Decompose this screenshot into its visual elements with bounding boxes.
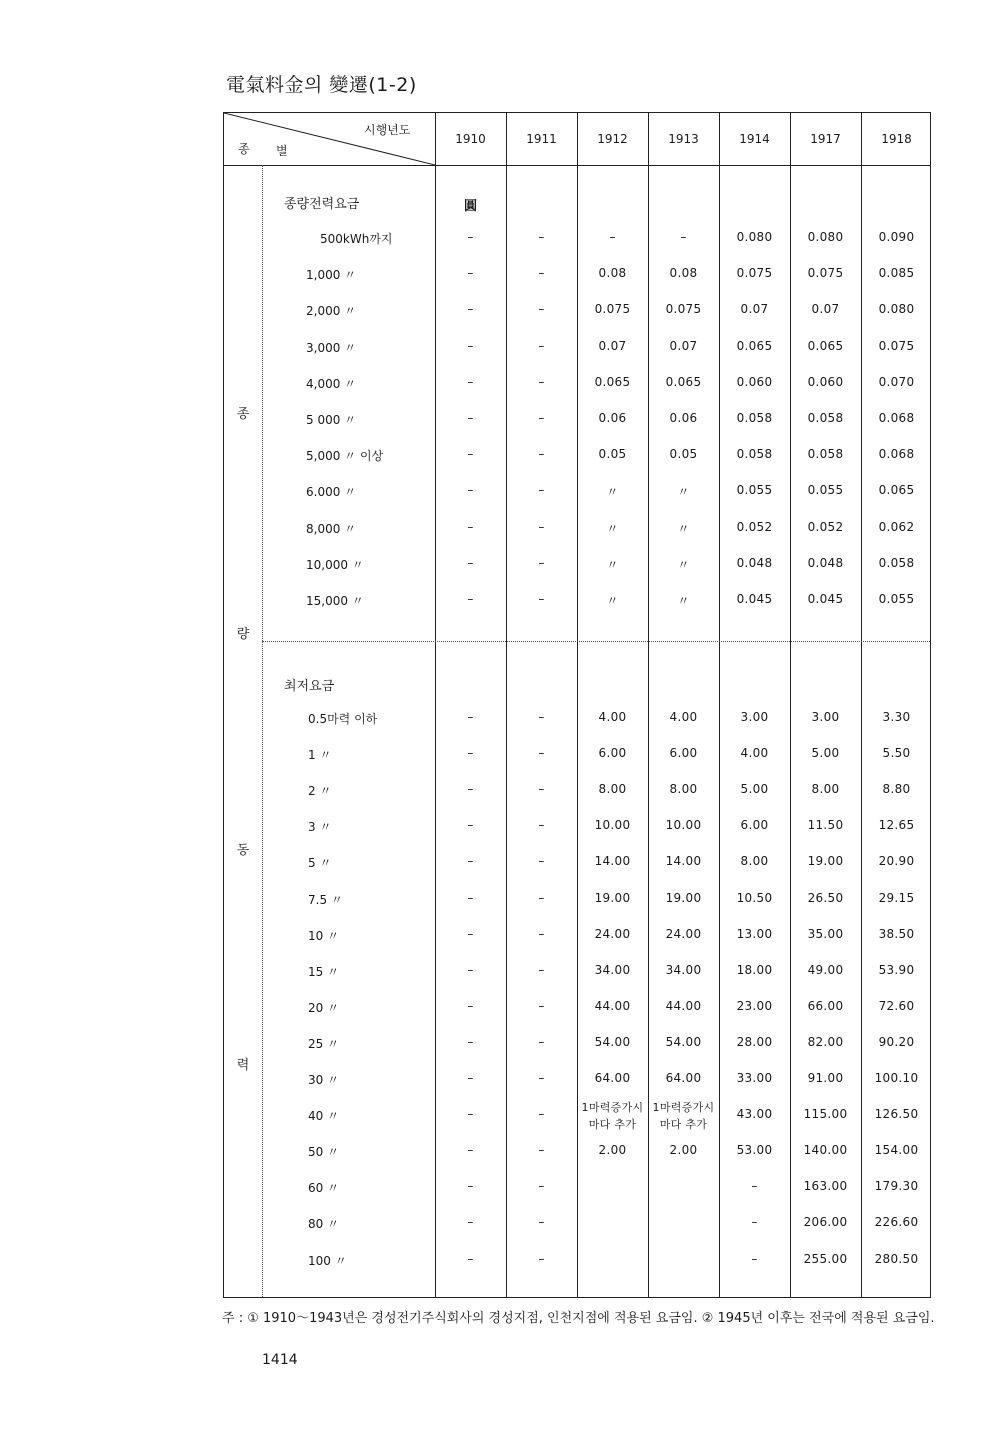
- table-cell: –: [538, 302, 545, 316]
- row-label: 5 000 〃: [306, 413, 357, 427]
- table-cell: 0.070: [878, 375, 915, 389]
- table-cell: 91.00: [807, 1071, 844, 1085]
- year-header-label: 시행년도: [364, 123, 411, 137]
- table-cell: –: [538, 1215, 545, 1229]
- table-cell: 0.065: [807, 339, 844, 353]
- row-label: 10 〃: [308, 929, 340, 943]
- table-cell: 0.068: [878, 447, 915, 461]
- table-cell: –: [467, 746, 474, 760]
- table-cell: 0.080: [807, 230, 844, 244]
- table-cell: 0.045: [807, 592, 844, 606]
- table-cell: 23.00: [736, 999, 773, 1013]
- table-cell: 0.080: [736, 230, 773, 244]
- table-cell: 3.00: [740, 710, 769, 724]
- table-cell: 0.055: [736, 483, 773, 497]
- table-cell: –: [751, 1179, 758, 1193]
- table-cell: 10.50: [736, 891, 773, 905]
- table-cell: –: [751, 1215, 758, 1229]
- row-label: 2 〃: [308, 784, 332, 798]
- year-header-cell: 1912: [597, 132, 628, 146]
- section-title-minimum: 최저요금: [284, 679, 335, 694]
- table-cell: 2.00: [669, 1143, 698, 1157]
- table-cell: 8.00: [740, 854, 769, 868]
- section-divider: [262, 641, 930, 642]
- table-cell: 〃: [606, 522, 619, 536]
- table-cell: 〃: [677, 485, 690, 499]
- table-cell: 1마력증가시 마다 추가: [652, 1101, 715, 1131]
- currency-unit: 圓: [464, 199, 478, 214]
- table-cell: –: [538, 556, 545, 570]
- table-cell: –: [538, 818, 545, 832]
- table-cell: 82.00: [807, 1035, 844, 1049]
- table-cell: –: [538, 999, 545, 1013]
- table-cell: 154.00: [874, 1143, 919, 1157]
- footnote: 주 : ① 1910～1943년은 경성전기주식회사의 경성지점, 인천지점에 적용된 요금임. ② 1945년 이후는 전국에 적용된 요금임.: [222, 1311, 935, 1326]
- table-cell: 0.055: [878, 592, 915, 606]
- table-cell: 0.058: [807, 447, 844, 461]
- row-label: 4,000 〃: [306, 377, 357, 391]
- table-cell: 24.00: [594, 927, 631, 941]
- table-cell: –: [467, 520, 474, 534]
- table-cell: 0.075: [736, 266, 773, 280]
- table-cell: 6.00: [669, 746, 698, 760]
- rate-table: [223, 112, 931, 1298]
- table-cell: –: [538, 411, 545, 425]
- table-cell: –: [467, 556, 474, 570]
- table-cell: 0.08: [669, 266, 698, 280]
- table-cell: 11.50: [807, 818, 844, 832]
- table-cell: 0.085: [878, 266, 915, 280]
- table-cell: 0.052: [807, 520, 844, 534]
- row-label: 30 〃: [308, 1073, 340, 1087]
- table-cell: –: [467, 927, 474, 941]
- table-cell: 8.00: [598, 782, 627, 796]
- table-cell: 140.00: [803, 1143, 848, 1157]
- table-cell: –: [538, 447, 545, 461]
- table-cell: 54.00: [665, 1035, 702, 1049]
- table-cell: –: [538, 710, 545, 724]
- table-cell: 53.90: [878, 963, 915, 977]
- side-label: 력: [236, 1058, 250, 1073]
- table-cell: 28.00: [736, 1035, 773, 1049]
- year-header-cell: 1918: [881, 132, 912, 146]
- table-cell: –: [467, 710, 474, 724]
- table-cell: 0.052: [736, 520, 773, 534]
- table-cell: –: [467, 266, 474, 280]
- table-cell: 0.075: [594, 302, 631, 316]
- table-cell: 8.80: [882, 782, 911, 796]
- row-label: 7.5 〃: [308, 893, 343, 907]
- table-cell: –: [467, 1252, 474, 1266]
- table-cell: 0.065: [736, 339, 773, 353]
- table-cell: 5.00: [740, 782, 769, 796]
- kind-header-label-2: 별: [276, 144, 288, 158]
- row-label: 10,000 〃: [306, 558, 364, 572]
- table-cell: –: [467, 230, 474, 244]
- table-cell: –: [467, 999, 474, 1013]
- table-cell: 14.00: [665, 854, 702, 868]
- table-cell: 2.00: [598, 1143, 627, 1157]
- table-cell: –: [538, 1252, 545, 1266]
- table-cell: 0.060: [736, 375, 773, 389]
- table-cell: –: [538, 1107, 545, 1121]
- table-cell: 49.00: [807, 963, 844, 977]
- table-cell: 0.055: [807, 483, 844, 497]
- table-cell: 0.065: [594, 375, 631, 389]
- row-label: 25 〃: [308, 1037, 340, 1051]
- table-cell: 0.05: [669, 447, 698, 461]
- table-cell: 〃: [606, 485, 619, 499]
- table-cell: 226.60: [874, 1215, 919, 1229]
- row-label: 50 〃: [308, 1145, 340, 1159]
- table-cell: 0.075: [878, 339, 915, 353]
- table-cell: –: [538, 927, 545, 941]
- table-cell: 6.00: [740, 818, 769, 832]
- year-header-cell: 1914: [739, 132, 770, 146]
- table-cell: 72.60: [878, 999, 915, 1013]
- table-cell: 34.00: [594, 963, 631, 977]
- table-cell: –: [467, 1215, 474, 1229]
- table-cell: 3.30: [882, 710, 911, 724]
- table-cell: –: [538, 520, 545, 534]
- table-cell: 0.06: [598, 411, 627, 425]
- table-cell: –: [538, 230, 545, 244]
- row-label: 3 〃: [308, 820, 332, 834]
- table-cell: 〃: [677, 594, 690, 608]
- row-label: 5,000 〃 이상: [306, 449, 384, 463]
- row-label: 0.5마력 이하: [308, 712, 378, 726]
- row-label: 40 〃: [308, 1109, 340, 1123]
- year-header-cell: 1917: [810, 132, 841, 146]
- table-cell: –: [538, 782, 545, 796]
- table-cell: 66.00: [807, 999, 844, 1013]
- table-cell: –: [538, 1035, 545, 1049]
- table-cell: 10.00: [594, 818, 631, 832]
- table-cell: –: [467, 891, 474, 905]
- table-cell: –: [467, 854, 474, 868]
- side-label: 동: [236, 843, 250, 858]
- table-cell: 0.075: [665, 302, 702, 316]
- row-label: 6.000 〃: [306, 485, 357, 499]
- row-label: 8,000 〃: [306, 522, 357, 536]
- row-label: 20 〃: [308, 1001, 340, 1015]
- table-cell: –: [467, 818, 474, 832]
- table-cell: 29.15: [878, 891, 915, 905]
- row-label: 2,000 〃: [306, 304, 357, 318]
- table-cell: 0.058: [736, 447, 773, 461]
- year-header-cell: 1910: [455, 132, 486, 146]
- table-cell: 0.062: [878, 520, 915, 534]
- table-cell: 14.00: [594, 854, 631, 868]
- table-cell: 115.00: [803, 1107, 848, 1121]
- table-cell: –: [467, 782, 474, 796]
- side-divider: [262, 165, 263, 1297]
- table-cell: 4.00: [669, 710, 698, 724]
- table-cell: –: [538, 483, 545, 497]
- table-cell: 〃: [677, 558, 690, 572]
- table-cell: –: [467, 339, 474, 353]
- table-cell: 8.00: [669, 782, 698, 796]
- table-cell: 255.00: [803, 1252, 848, 1266]
- year-header-cell: 1911: [526, 132, 557, 146]
- table-cell: 4.00: [740, 746, 769, 760]
- table-cell: 53.00: [736, 1143, 773, 1157]
- table-cell: –: [538, 854, 545, 868]
- table-cell: 1마력증가시 마다 추가: [581, 1101, 644, 1131]
- table-cell: 4.00: [598, 710, 627, 724]
- table-cell: –: [680, 230, 687, 244]
- table-cell: 126.50: [874, 1107, 919, 1121]
- table-cell: 8.00: [811, 782, 840, 796]
- table-cell: 100.10: [874, 1071, 919, 1085]
- table-cell: –: [538, 891, 545, 905]
- table-cell: 19.00: [665, 891, 702, 905]
- table-cell: –: [467, 963, 474, 977]
- page-number: 1414: [262, 1352, 298, 1368]
- table-cell: –: [467, 592, 474, 606]
- table-cell: 0.060: [807, 375, 844, 389]
- side-label: 량: [236, 627, 250, 642]
- row-label: 3,000 〃: [306, 341, 357, 355]
- table-cell: –: [538, 339, 545, 353]
- table-cell: 5.00: [811, 746, 840, 760]
- table-cell: 0.065: [665, 375, 702, 389]
- table-cell: 0.058: [807, 411, 844, 425]
- page-title: 電氣料金의 變遷(1-2): [226, 74, 417, 96]
- side-label: 종: [236, 407, 250, 422]
- table-cell: 35.00: [807, 927, 844, 941]
- table-cell: –: [538, 592, 545, 606]
- table-cell: 0.07: [811, 302, 840, 316]
- table-cell: –: [538, 746, 545, 760]
- row-label: 1,000 〃: [306, 268, 357, 282]
- table-cell: 0.080: [878, 302, 915, 316]
- row-label: 500kWh까지: [320, 232, 393, 246]
- table-cell: 0.08: [598, 266, 627, 280]
- table-cell: 〃: [606, 558, 619, 572]
- table-cell: 90.20: [878, 1035, 915, 1049]
- table-cell: 0.075: [807, 266, 844, 280]
- table-cell: 64.00: [594, 1071, 631, 1085]
- table-cell: 0.05: [598, 447, 627, 461]
- table-cell: 44.00: [665, 999, 702, 1013]
- table-cell: –: [538, 266, 545, 280]
- table-cell: 〃: [677, 522, 690, 536]
- table-cell: 33.00: [736, 1071, 773, 1085]
- table-cell: 13.00: [736, 927, 773, 941]
- kind-header-label-1: 종: [238, 142, 250, 156]
- row-label: 80 〃: [308, 1217, 340, 1231]
- table-cell: 12.65: [878, 818, 915, 832]
- table-cell: –: [751, 1252, 758, 1266]
- section-title-metered: 종량전력요금: [284, 197, 360, 212]
- table-cell: 0.058: [878, 556, 915, 570]
- table-cell: –: [467, 411, 474, 425]
- table-cell: –: [467, 1143, 474, 1157]
- table-cell: 5.50: [882, 746, 911, 760]
- table-cell: 38.50: [878, 927, 915, 941]
- table-cell: 26.50: [807, 891, 844, 905]
- table-cell: 34.00: [665, 963, 702, 977]
- table-cell: –: [538, 1179, 545, 1193]
- table-cell: –: [538, 1071, 545, 1085]
- table-cell: 〃: [606, 594, 619, 608]
- table-cell: –: [538, 1143, 545, 1157]
- table-cell: 0.068: [878, 411, 915, 425]
- row-label: 60 〃: [308, 1181, 340, 1195]
- table-cell: 54.00: [594, 1035, 631, 1049]
- table-cell: 0.048: [736, 556, 773, 570]
- table-cell: 0.048: [807, 556, 844, 570]
- table-cell: –: [467, 1071, 474, 1085]
- table-cell: 19.00: [594, 891, 631, 905]
- table-cell: 0.065: [878, 483, 915, 497]
- table-cell: 19.00: [807, 854, 844, 868]
- table-cell: 18.00: [736, 963, 773, 977]
- table-cell: 0.045: [736, 592, 773, 606]
- table-cell: 10.00: [665, 818, 702, 832]
- table-cell: –: [467, 302, 474, 316]
- table-cell: 0.06: [669, 411, 698, 425]
- table-cell: –: [467, 1107, 474, 1121]
- table-cell: 0.058: [736, 411, 773, 425]
- table-cell: 0.07: [669, 339, 698, 353]
- year-header-cell: 1913: [668, 132, 699, 146]
- row-label: 15 〃: [308, 965, 340, 979]
- table-cell: 64.00: [665, 1071, 702, 1085]
- table-cell: 280.50: [874, 1252, 919, 1266]
- row-label: 100 〃: [308, 1254, 347, 1268]
- table-cell: –: [467, 1035, 474, 1049]
- row-label: 1 〃: [308, 748, 332, 762]
- table-cell: 0.07: [740, 302, 769, 316]
- table-cell: –: [538, 375, 545, 389]
- table-cell: 0.07: [598, 339, 627, 353]
- table-cell: 163.00: [803, 1179, 848, 1193]
- table-cell: –: [609, 230, 616, 244]
- table-cell: –: [467, 375, 474, 389]
- table-cell: 179.30: [874, 1179, 919, 1193]
- table-cell: 20.90: [878, 854, 915, 868]
- table-cell: –: [467, 1179, 474, 1193]
- table-cell: 24.00: [665, 927, 702, 941]
- table-cell: 3.00: [811, 710, 840, 724]
- row-label: 5 〃: [308, 856, 332, 870]
- table-cell: –: [467, 447, 474, 461]
- row-label: 15,000 〃: [306, 594, 364, 608]
- table-cell: 206.00: [803, 1215, 848, 1229]
- table-cell: 6.00: [598, 746, 627, 760]
- table-cell: 0.090: [878, 230, 915, 244]
- table-cell: 44.00: [594, 999, 631, 1013]
- table-cell: –: [467, 483, 474, 497]
- table-cell: 43.00: [736, 1107, 773, 1121]
- table-cell: –: [538, 963, 545, 977]
